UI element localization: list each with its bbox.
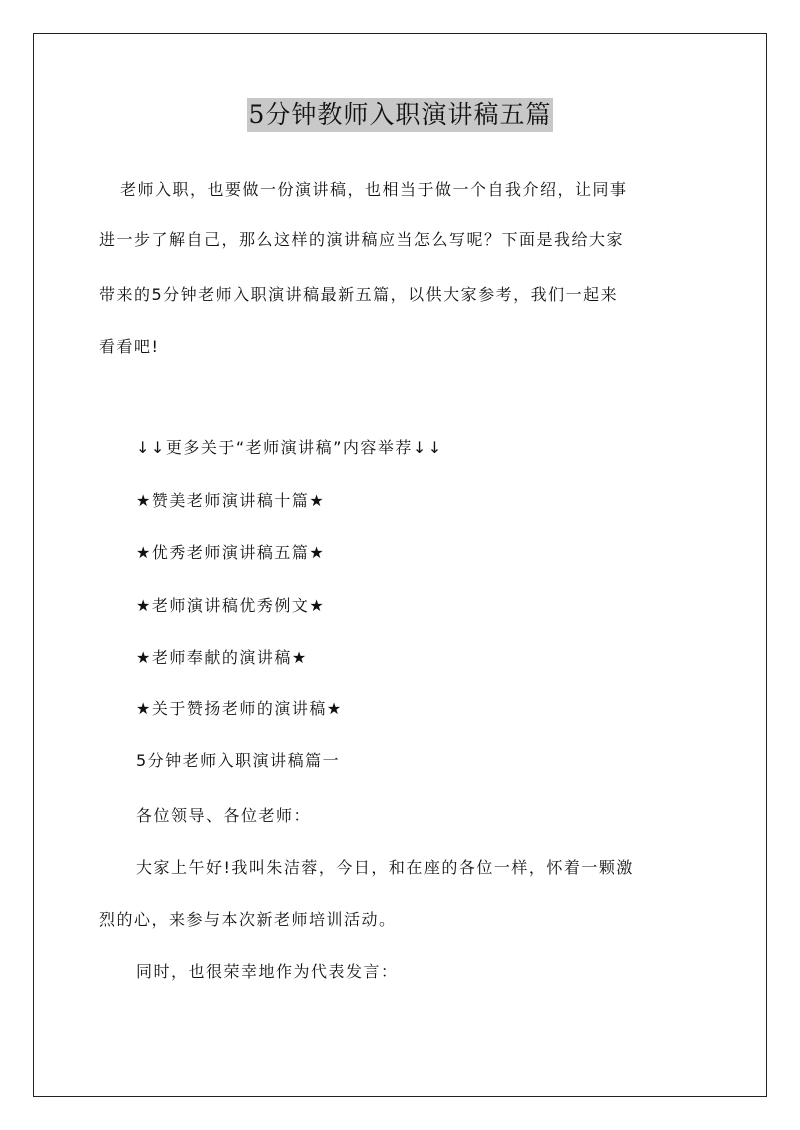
document-title: 5分钟教师入职演讲稿五篇 [247, 98, 554, 132]
title-container [0, 98, 800, 132]
recommend-link-2[interactable]: ★优秀老师演讲稿五篇★ [136, 543, 326, 562]
recommend-link-3[interactable]: ★老师演讲稿优秀例文★ [136, 596, 326, 615]
recommend-link-5[interactable]: ★关于赞扬老师的演讲稿★ [136, 699, 343, 718]
body-line-1: 大家上午好!我叫朱洁蓉，今日，和在座的各位一样，怀着一颗激 [136, 858, 634, 877]
body-line-2: 烈的心，来参与本次新老师培训活动。 [99, 910, 397, 929]
greeting: 各位领导、各位老师： [136, 806, 312, 825]
body-line-3: 同时，也很荣幸地作为代表发言： [136, 962, 399, 981]
intro-line-1: 老师入职，也要做一份演讲稿，也相当于做一个自我介绍，让同事 [120, 180, 628, 199]
recommend-header: ↓↓更多关于“老师演讲稿”内容举荐↓↓ [136, 438, 443, 457]
recommend-link-4[interactable]: ★老师奉献的演讲稿★ [136, 648, 308, 667]
intro-line-3: 带来的5分钟老师入职演讲稿最新五篇，以供大家参考，我们一起来 [99, 285, 619, 304]
section-title: 5分钟老师入职演讲稿篇一 [136, 751, 341, 770]
intro-line-2: 进一步了解自己，那么这样的演讲稿应当怎么写呢？下面是我给大家 [99, 230, 625, 249]
recommend-link-1[interactable]: ★赞美老师演讲稿十篇★ [136, 491, 326, 510]
intro-line-4: 看看吧! [99, 337, 160, 356]
